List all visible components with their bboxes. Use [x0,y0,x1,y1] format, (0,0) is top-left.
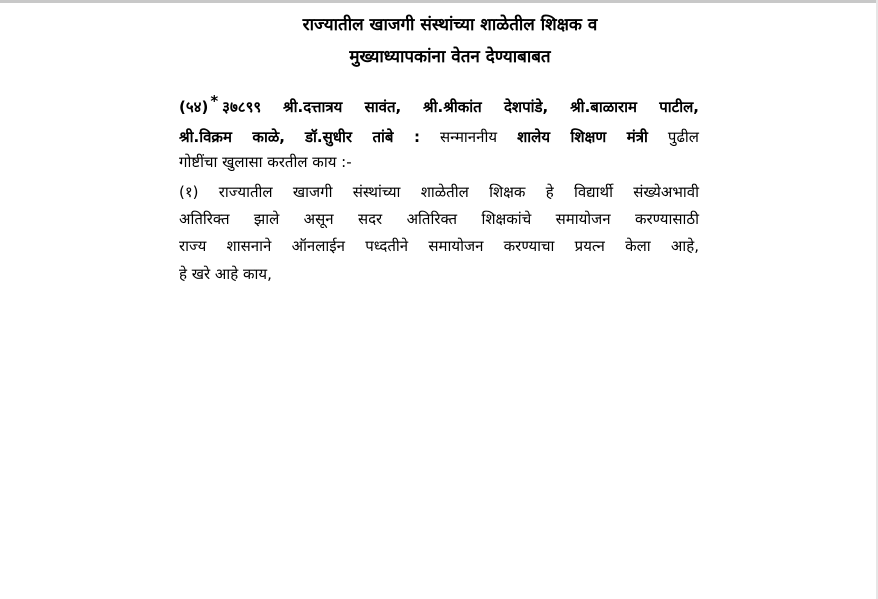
page-top-edge [0,0,878,3]
question-number: (५४) [179,98,209,116]
member-name: डॉ.सुधीर तांबे : [304,128,420,146]
addressee-prefix: सन्माननीय [440,128,498,146]
addressee-suffix: पुढील [667,128,699,146]
member-name: श्री.श्रीकांत देशपांडे, [423,98,549,116]
subquestion-1-line-3: राज्य शासनाने ऑनलाईन पध्दतीने समायोजन करण्याचा प्रयत्न केला आहे, [179,237,699,255]
question-id: ३७८९९ [222,98,262,116]
member-name: श्री.बाळाराम पाटील, [570,98,699,116]
question-members-line [179,126,699,148]
clarify-line: गोष्टींचा खुलासा करतील काय :- [179,153,352,171]
subquestion-1-line-2: अतिरिक्त झाले असून सदर अतिरिक्त शिक्षकांचे समायोजन करण्यासाठी [179,210,699,228]
minister-title: शालेय शिक्षण मंत्री [517,128,648,146]
document-title-line-1: राज्यातील खाजगी संस्थांच्या शाळेतील शिक्षक व [302,15,598,35]
starred-marker: * [210,92,219,110]
member-name: श्री.दत्तात्रय सावंत, [282,98,402,116]
question-header-line [179,92,699,118]
subquestion-1-line-4: हे खरे आहे काय, [179,265,272,283]
subquestion-1-line-1: (१) राज्यातील खाजगी संस्थांच्या शाळेतील शिक्षक हे विद्यार्थी संख्येअभावी [179,183,699,201]
member-name: श्री.विक्रम काळे, [179,128,285,146]
document-title-line-2: मुख्याध्यापकांना वेतन देण्याबाबत [349,47,551,67]
